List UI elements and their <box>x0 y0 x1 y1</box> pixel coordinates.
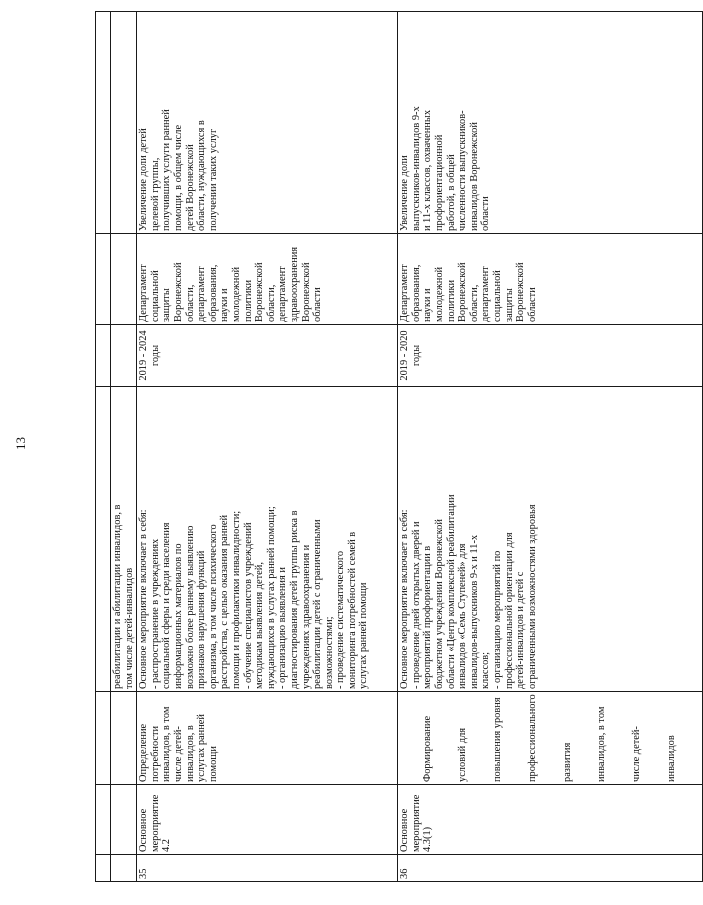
table-top-row <box>96 12 111 882</box>
empty-cell <box>96 692 111 785</box>
table-row-continuation <box>111 12 137 882</box>
text-line: 4.3(1) <box>422 826 434 852</box>
text-line: области <box>480 196 492 231</box>
text-line: - обучение специалистов учреждений <box>242 522 254 689</box>
text-line: численности выпускников- <box>457 110 469 231</box>
result-cell <box>398 12 702 234</box>
text-line: департамент <box>196 266 208 322</box>
text-line: мониторинга потребностей семей в <box>346 531 358 689</box>
text-line: области, <box>184 284 196 322</box>
text-line: молодежной <box>230 266 242 322</box>
text-line: здравоохранения <box>288 246 300 322</box>
text-line: Департамент <box>399 264 411 322</box>
text-line: расстройства, с целью оказания ранней <box>219 514 231 689</box>
text-line: Формирование <box>422 715 434 782</box>
text-line: инвалидов, в <box>184 725 196 782</box>
text-line: ограниченными возможностями здоровья <box>526 504 538 689</box>
row-number: 36 <box>398 855 702 882</box>
text-line: социальной <box>149 270 161 322</box>
text-line: помощи и профилактики инвалидности; <box>230 510 242 689</box>
text-line: мероприятие <box>410 794 422 852</box>
text-line: Основное мероприятие включает в себя: <box>399 509 411 689</box>
period-cell <box>398 325 702 387</box>
text-line: департамент <box>277 266 289 322</box>
measure-type-cell <box>137 785 398 855</box>
text-line: помощи, в общем числе <box>172 124 184 231</box>
text-line: Основное <box>138 808 150 852</box>
text-line: политики <box>242 279 254 322</box>
text-line: услугах ранней помощи <box>358 582 370 689</box>
text-line: мероприятий профориентации в <box>422 545 434 689</box>
text-line: - распространение в учреждениях <box>149 538 161 689</box>
text-line: - проведение систематического <box>335 550 347 689</box>
text-line: Воронежской <box>254 262 266 322</box>
text-line: мероприятие <box>149 794 161 852</box>
text-line: инвалидов-выпускников 9-х и 11-х <box>468 534 480 689</box>
text-line: получивших услуги ранней <box>161 109 173 231</box>
text-line: том числе детей-инвалидов <box>123 567 135 689</box>
text-line: детей-инвалидов и детей с <box>515 571 527 689</box>
text-line: и 11-х классов, охваченных <box>422 109 434 231</box>
text-line: инвалидов «Семь Ступеней» для <box>457 543 469 689</box>
measure-content-cell <box>137 387 398 692</box>
text-line: числе детей- <box>631 726 643 782</box>
text-line: целевой группы, <box>149 157 161 231</box>
empty-cell <box>96 12 111 234</box>
empty-cell <box>111 325 137 387</box>
text-line: области «Центр комплексной реабилитации <box>445 494 457 689</box>
text-line: годы <box>410 344 422 367</box>
measure-name-cell <box>137 692 398 785</box>
empty-cell <box>96 855 111 882</box>
empty-cell <box>96 234 111 325</box>
text-line: нуждающихся в услугах ранней помощи; <box>265 506 277 689</box>
row-number: 35 <box>137 855 398 882</box>
text-line: Основное мероприятие включает в себя: <box>138 509 150 689</box>
text-line: - организацию выявления и <box>277 567 289 689</box>
text-line: Департамент <box>138 264 150 322</box>
text-line: молодежной <box>433 266 445 322</box>
empty-cell <box>111 12 137 234</box>
text-line: учреждениях здравоохранения и <box>300 544 312 689</box>
text-line: области, нуждающихся в <box>196 120 208 231</box>
text-line: инвалидов, в том <box>596 706 608 782</box>
text-line: 2019 - 2020 <box>399 330 411 381</box>
text-line: информационных материалов по <box>172 543 184 689</box>
text-line: защиты <box>161 288 173 322</box>
empty-cell <box>96 387 111 692</box>
continuation-cell <box>111 387 137 692</box>
text-line: Определение <box>138 723 150 782</box>
text-line: бюджетном учреждении Воронежской <box>433 519 445 689</box>
text-line: Увеличение доли <box>399 155 411 231</box>
measure-name-cell <box>398 692 702 785</box>
text-line: Увеличение доли детей <box>138 128 150 231</box>
text-line: науки и <box>219 288 231 322</box>
text-line: профессионального <box>526 694 538 782</box>
text-line: потребности <box>149 725 161 782</box>
text-line: образования, <box>207 264 219 322</box>
text-line: повышения уровня <box>491 697 503 782</box>
text-line: профессиональной ориентации для <box>503 532 515 689</box>
text-line: реабилитации и абилитации инвалидов, в <box>112 504 123 689</box>
empty-cell <box>111 692 137 785</box>
rotated-table-container <box>95 12 677 882</box>
text-line: возможностями; <box>323 616 335 689</box>
text-line: классов; <box>480 651 492 689</box>
text-line: годы <box>149 344 161 367</box>
text-line: работой, в общей <box>445 154 457 231</box>
text-line: социальной <box>491 270 503 322</box>
text-line: науки и <box>422 288 434 322</box>
empty-cell <box>111 785 137 855</box>
text-line: департамент <box>480 266 492 322</box>
table-row <box>398 12 702 882</box>
text-line: Воронежской <box>300 262 312 322</box>
page-number: 13 <box>13 437 28 450</box>
text-line: - организацию мероприятий по <box>491 550 503 689</box>
text-line: инвалидов <box>665 735 677 782</box>
text-line: признаков нарушения функций <box>196 550 208 689</box>
table-row <box>137 12 398 882</box>
text-line: организма, в том числе психического <box>207 524 219 689</box>
empty-cell <box>111 234 137 325</box>
text-line: 4.2 <box>161 839 173 852</box>
empty-cell <box>96 325 111 387</box>
measures-table <box>95 11 703 882</box>
text-line: услугах ранней <box>196 714 208 782</box>
text-line: инвалидов, в том <box>161 706 173 782</box>
text-line: возможно более раннему выявлению <box>184 525 196 689</box>
text-line: области <box>526 287 538 322</box>
result-cell <box>137 12 398 234</box>
text-line: диагностирования детей группы риска в <box>288 510 300 689</box>
text-line: получении таких услуг <box>207 128 219 231</box>
text-line: Воронежской <box>172 262 184 322</box>
text-line: 2019 - 2024 <box>138 330 150 381</box>
text-line: образования, <box>410 264 422 322</box>
empty-cell <box>111 855 137 882</box>
text-line: - проведение дней открытых дверей и <box>410 521 422 689</box>
text-line: защиты <box>503 288 515 322</box>
period-cell <box>137 325 398 387</box>
executor-cell <box>398 234 702 325</box>
text-line: профориентационной <box>433 134 445 231</box>
text-line: области, <box>468 284 480 322</box>
text-line: числе детей- <box>172 726 184 782</box>
text-line: Воронежской <box>515 262 527 322</box>
text-line: детей Воронежской <box>184 144 196 231</box>
text-line: условий для <box>457 727 469 782</box>
text-line: области <box>312 287 324 322</box>
text-line: Воронежской <box>457 262 469 322</box>
text-line: области, <box>265 284 277 322</box>
text-line: выпускников-инвалидов 9-х <box>410 106 422 231</box>
text-line: реабилитации детей с ограниченными <box>312 519 324 689</box>
empty-cell <box>96 785 111 855</box>
text-line: методикам выявления детей, <box>254 562 266 689</box>
text-line: помощи <box>207 746 219 782</box>
text-line: политики <box>445 279 457 322</box>
measure-content-cell <box>398 387 702 692</box>
text-line: социальной сферы и среди населения <box>161 522 173 689</box>
text-line: развития <box>561 742 573 782</box>
text-line: инвалидов Воронежской <box>468 122 480 231</box>
measure-type-cell <box>398 785 702 855</box>
text-line: Основное <box>399 808 411 852</box>
executor-cell <box>137 234 398 325</box>
